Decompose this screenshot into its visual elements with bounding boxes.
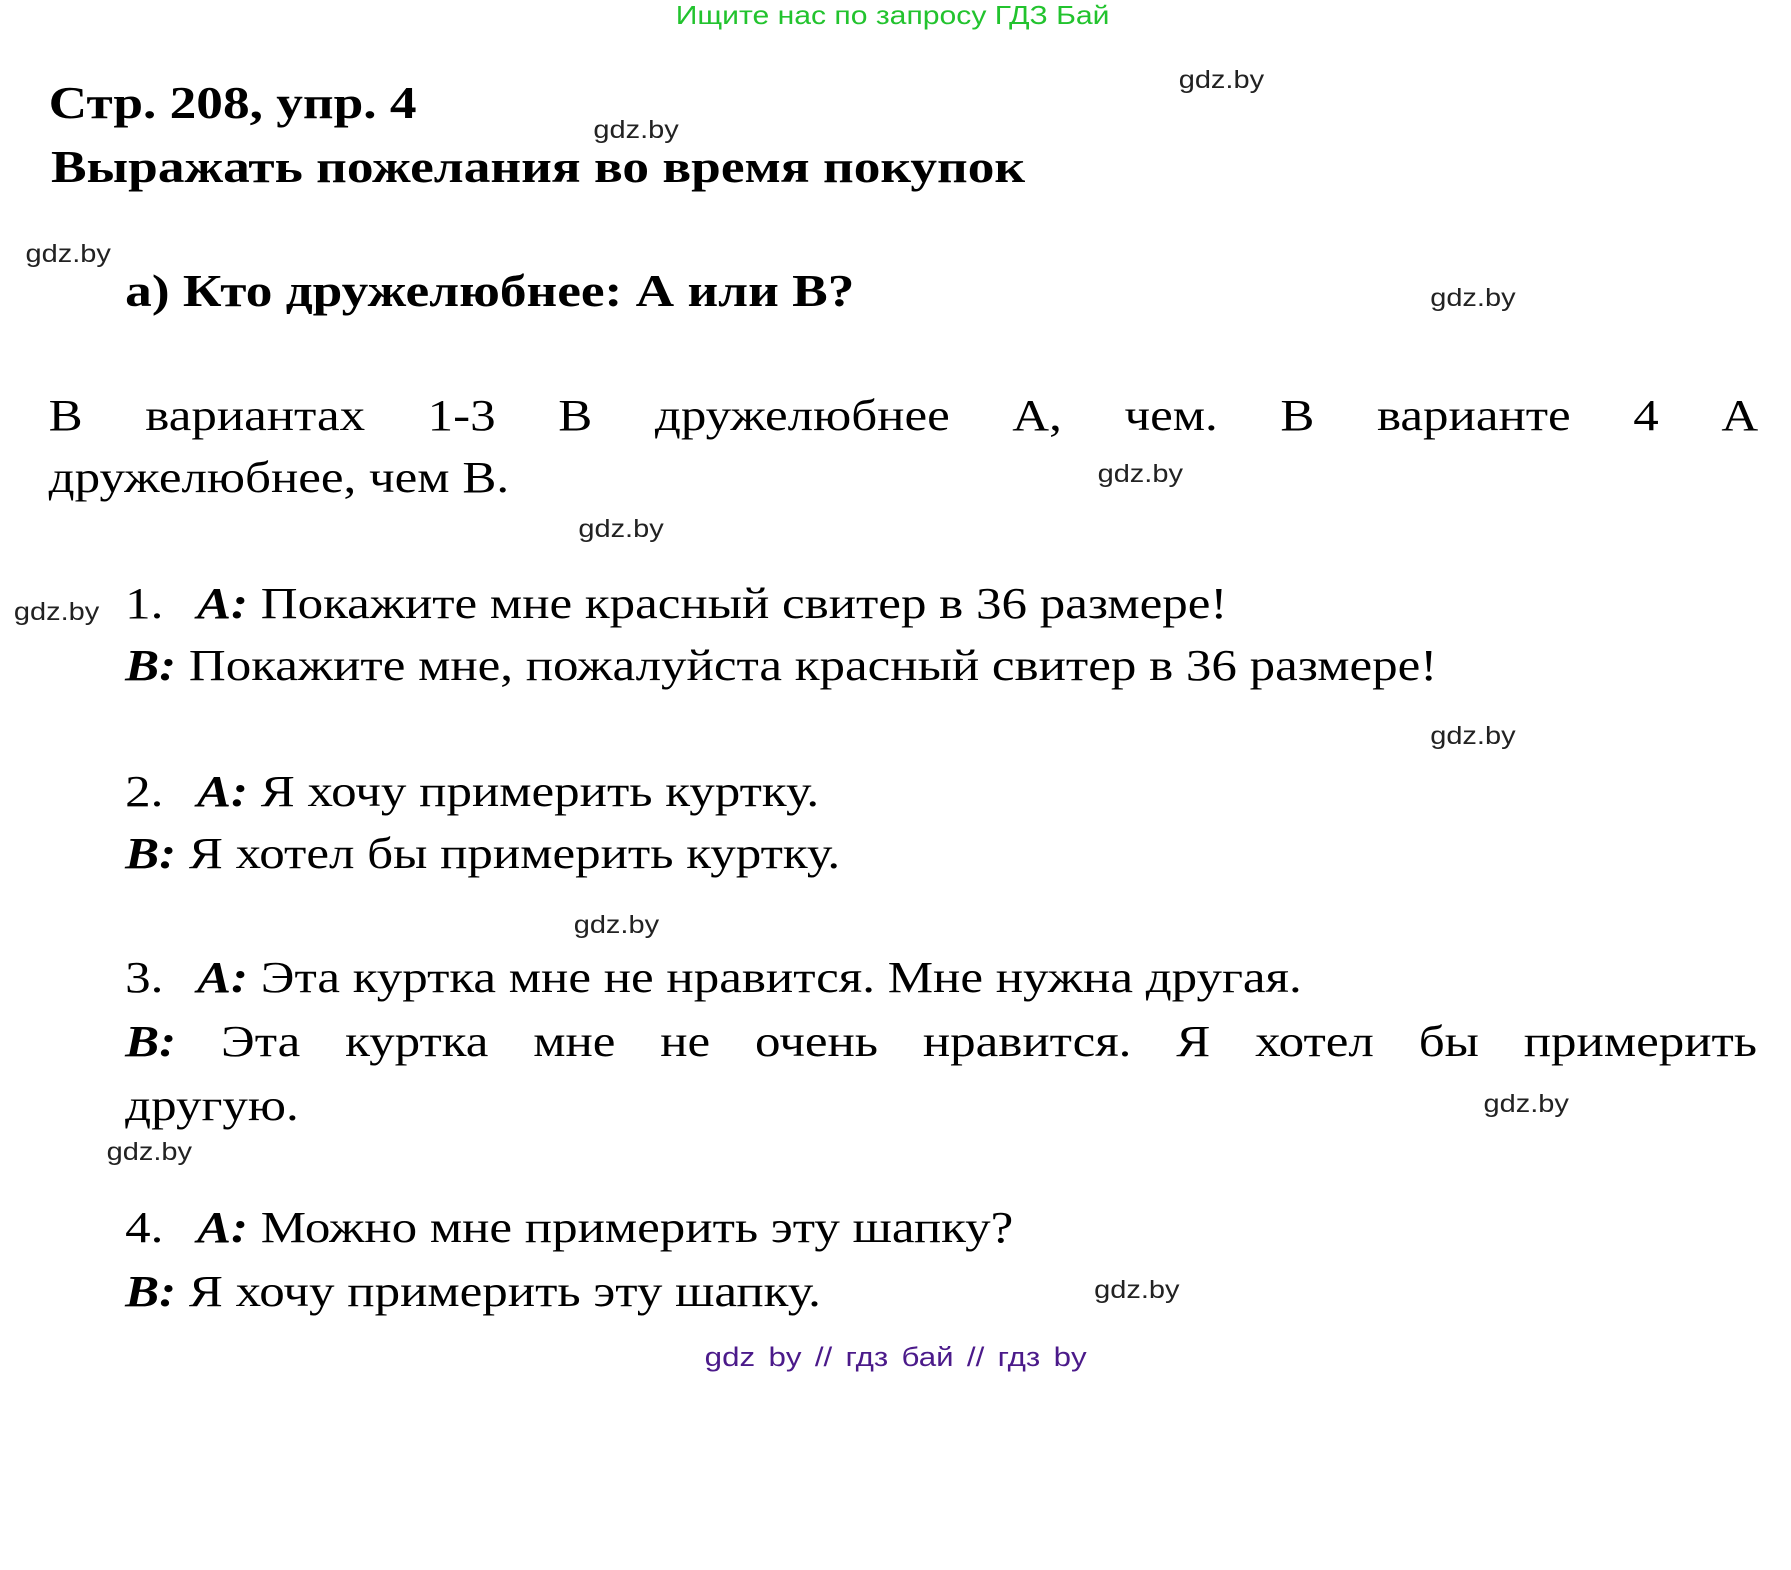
dialog-number: 1. [125,579,164,628]
dialog-text: Покажите мне красный свитер в 36 размере! [260,579,1228,628]
watermark: gdz.by [573,911,660,939]
speaker-a-label: A: [197,767,249,816]
watermark: gdz.by [1483,1090,1569,1118]
dialog-number: 4. [125,1203,164,1252]
watermark: gdz.by [25,240,111,268]
dialog-text: Я хочу примерить куртку. [260,767,820,816]
dialog-1-b [125,640,1437,691]
page-title: Стр. 208, упр. 4 [48,77,417,128]
watermark: gdz.by [1097,460,1183,488]
dialog-text: Можно мне примерить эту шапку? [260,1203,1014,1252]
watermark: gdz.by [1430,284,1516,312]
watermark: gdz.by [1094,1276,1180,1304]
watermark: gdz.by [1178,66,1265,94]
footer-links: gdz by // гдз бай // гдз by [704,1342,1087,1372]
answer-line-1: В вариантах 1-3 В дружелюбнее А, чем. В варианте 4 А [48,391,1759,440]
dialog-2-a [125,766,819,817]
dialog-text: Эта куртка мне не нравится. Мне нужна другая. [260,953,1302,1002]
watermark: gdz.by [1430,722,1516,750]
speaker-b-label: B: [125,1267,177,1316]
dialog-3-b [125,1016,1757,1067]
dialog-4-b [125,1266,821,1317]
speaker-b-label: B: [125,1017,177,1066]
speaker-b-label: B: [125,829,177,878]
dialog-4-a [125,1202,1013,1253]
dialog-3-b-cont: другую. [125,1081,299,1130]
watermark: gdz.by [106,1138,193,1166]
speaker-a-label: A: [197,1203,249,1252]
answer-line-2: дружелюбнее, чем В. [48,453,510,502]
dialog-3-a [125,952,1302,1003]
dialog-2-b [125,828,840,879]
dialog-text: Я хочу примерить эту шапку. [188,1267,821,1316]
speaker-a-label: A: [197,953,249,1002]
watermark: gdz.by [593,116,679,144]
dialog-number: 3. [125,953,164,1002]
section-heading: а) Кто дружелюбнее: А или В? [125,265,855,316]
dialog-1-a [125,578,1227,629]
page-subtitle: Выражать пожелания во время покупок [50,141,1026,192]
speaker-b-label: B: [125,641,177,690]
watermark: gdz.by [578,515,664,543]
dialog-text: Покажите мне, пожалуйста красный свитер в 36 размере! [188,641,1438,690]
dialog-number: 2. [125,767,164,816]
watermark: gdz.by [13,598,100,626]
speaker-a-label: A: [197,579,249,628]
dialog-text: Эта куртка мне не очень нравится. Я хотел бы примерить [221,1017,1758,1066]
dialog-text: Я хотел бы примерить куртку. [188,829,841,878]
search-banner: Ищите нас по запросу ГДЗ Бай [675,0,1110,30]
